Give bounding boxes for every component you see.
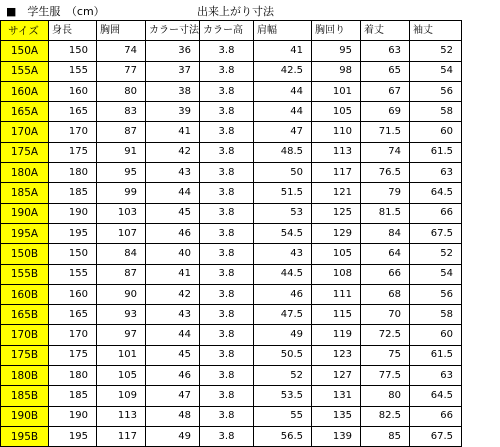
size-cell[interactable]: 180A (1, 163, 49, 183)
table-cell[interactable]: 3.8 (200, 366, 254, 386)
header-size[interactable]: サイズ (1, 21, 49, 41)
size-cell[interactable]: 160B (1, 284, 49, 304)
table-cell[interactable]: 97 (97, 325, 146, 345)
header-height[interactable]: 身長 (49, 21, 97, 41)
table-cell[interactable]: 3.8 (200, 264, 254, 284)
table-cell[interactable]: 170 (49, 122, 97, 142)
table-cell[interactable]: 160 (49, 81, 97, 101)
table-cell[interactable]: 3.8 (200, 203, 254, 223)
size-cell[interactable]: 160A (1, 81, 49, 101)
table-cell[interactable]: 3.8 (200, 122, 254, 142)
table-cell[interactable]: 121 (312, 183, 361, 203)
table-cell[interactable]: 109 (97, 386, 146, 406)
table-cell[interactable]: 60 (410, 325, 462, 345)
table-cell[interactable]: 43 (146, 163, 200, 183)
table-cell[interactable]: 47 (146, 386, 200, 406)
table-cell[interactable]: 82.5 (361, 406, 410, 426)
table-cell[interactable]: 61.5 (410, 142, 462, 162)
table-cell[interactable]: 185 (49, 183, 97, 203)
size-cell[interactable]: 155A (1, 61, 49, 81)
table-cell[interactable]: 63 (361, 41, 410, 61)
table-row (1, 244, 462, 264)
table-cell[interactable]: 56.5 (254, 426, 312, 446)
table-cell[interactable]: 74 (361, 142, 410, 162)
size-cell[interactable]: 165A (1, 102, 49, 122)
table-cell[interactable]: 44.5 (254, 264, 312, 284)
table-row (1, 102, 462, 122)
table-cell[interactable]: 175 (49, 142, 97, 162)
table-cell[interactable]: 38 (146, 81, 200, 101)
table-cell[interactable]: 101 (312, 81, 361, 101)
table-cell[interactable]: 155 (49, 264, 97, 284)
table-row (1, 183, 462, 203)
table-cell[interactable]: 77 (97, 61, 146, 81)
table-cell[interactable]: 54.5 (254, 223, 312, 243)
table-cell[interactable]: 48 (146, 406, 200, 426)
header-length[interactable]: 着丈 (361, 21, 410, 41)
table-cell[interactable]: 76.5 (361, 163, 410, 183)
table-cell[interactable]: 195 (49, 223, 97, 243)
table-cell[interactable]: 170 (49, 325, 97, 345)
table-cell[interactable]: 165 (49, 305, 97, 325)
table-row (1, 386, 462, 406)
table-cell[interactable]: 155 (49, 61, 97, 81)
table-cell[interactable]: 3.8 (200, 142, 254, 162)
table-cell[interactable]: 54 (410, 264, 462, 284)
table-cell[interactable]: 37 (146, 61, 200, 81)
table-cell[interactable]: 63 (410, 366, 462, 386)
table-row (1, 203, 462, 223)
table-row (1, 426, 462, 446)
table-cell[interactable]: 113 (97, 406, 146, 426)
header-shoulder-width[interactable]: 肩幅 (254, 21, 312, 41)
table-cell[interactable]: 93 (97, 305, 146, 325)
table-cell[interactable]: 63 (410, 163, 462, 183)
table-cell[interactable]: 42 (146, 142, 200, 162)
table-cell[interactable]: 41 (146, 122, 200, 142)
table-row (1, 61, 462, 81)
table-cell[interactable]: 81.5 (361, 203, 410, 223)
table-cell[interactable]: 160 (49, 284, 97, 304)
table-cell[interactable]: 53.5 (254, 386, 312, 406)
table-cell[interactable]: 3.8 (200, 81, 254, 101)
table-cell[interactable]: 47.5 (254, 305, 312, 325)
table-cell[interactable]: 67.5 (410, 426, 462, 446)
size-cell[interactable]: 165B (1, 305, 49, 325)
table-cell[interactable]: 139 (312, 426, 361, 446)
table-cell[interactable]: 60 (410, 122, 462, 142)
size-cell[interactable]: 170B (1, 325, 49, 345)
table-cell[interactable]: 105 (97, 366, 146, 386)
table-cell[interactable]: 44 (254, 81, 312, 101)
table-row (1, 163, 462, 183)
table-cell[interactable]: 72.5 (361, 325, 410, 345)
table-cell[interactable]: 61.5 (410, 345, 462, 365)
table-cell[interactable]: 74 (97, 41, 146, 61)
title-row (0, 0, 500, 20)
table-cell[interactable]: 3.8 (200, 41, 254, 61)
size-cell[interactable]: 185A (1, 183, 49, 203)
table-cell[interactable]: 52 (254, 366, 312, 386)
header-sleeve-length[interactable]: 袖丈 (410, 21, 462, 41)
table-cell[interactable]: 36 (146, 41, 200, 61)
table-row (1, 41, 462, 61)
table-cell[interactable]: 46 (146, 223, 200, 243)
table-cell[interactable]: 50.5 (254, 345, 312, 365)
table-cell[interactable]: 95 (97, 163, 146, 183)
table-cell[interactable]: 175 (49, 345, 97, 365)
size-cell[interactable]: 190A (1, 203, 49, 223)
table-cell[interactable]: 3.8 (200, 406, 254, 426)
table-cell[interactable]: 150 (49, 41, 97, 61)
table-cell[interactable]: 46 (254, 284, 312, 304)
table-cell[interactable]: 84 (361, 223, 410, 243)
table-cell[interactable]: 180 (49, 366, 97, 386)
table-cell[interactable]: 190 (49, 203, 97, 223)
table-cell[interactable]: 123 (312, 345, 361, 365)
table-cell[interactable]: 70 (361, 305, 410, 325)
table-cell[interactable]: 107 (97, 223, 146, 243)
table-cell[interactable]: 48.5 (254, 142, 312, 162)
table-cell[interactable]: 45 (146, 203, 200, 223)
table-cell[interactable]: 43 (254, 244, 312, 264)
table-cell[interactable]: 87 (97, 122, 146, 142)
size-table (0, 20, 462, 447)
table-cell[interactable]: 125 (312, 203, 361, 223)
table-cell[interactable]: 3.8 (200, 386, 254, 406)
table-cell[interactable]: 3.8 (200, 61, 254, 81)
table-cell[interactable]: 56 (410, 284, 462, 304)
table-cell[interactable]: 3.8 (200, 163, 254, 183)
table-cell[interactable]: 150 (49, 244, 97, 264)
table-cell[interactable]: 105 (312, 102, 361, 122)
table-cell[interactable]: 49 (254, 325, 312, 345)
table-cell[interactable]: 87 (97, 264, 146, 284)
table-cell[interactable]: 64.5 (410, 183, 462, 203)
table-cell[interactable]: 39 (146, 102, 200, 122)
table-row (1, 366, 462, 386)
table-cell[interactable]: 41 (146, 264, 200, 284)
table-cell[interactable]: 3.8 (200, 244, 254, 264)
table-cell[interactable]: 64 (361, 244, 410, 264)
table-cell[interactable]: 185 (49, 386, 97, 406)
table-cell[interactable]: 119 (312, 325, 361, 345)
table-row (1, 264, 462, 284)
table-cell[interactable]: 117 (97, 426, 146, 446)
table-cell[interactable]: 66 (410, 406, 462, 426)
table-cell[interactable]: 42 (146, 284, 200, 304)
header-chest-girth[interactable]: 胸回り (312, 21, 361, 41)
table-cell[interactable]: 67.5 (410, 223, 462, 243)
table-cell[interactable]: 3.8 (200, 183, 254, 203)
table-cell[interactable]: 98 (312, 61, 361, 81)
table-cell[interactable]: 68 (361, 284, 410, 304)
table-cell[interactable]: 65 (361, 61, 410, 81)
table-cell[interactable]: 115 (312, 305, 361, 325)
table-cell[interactable]: 54 (410, 61, 462, 81)
table-cell[interactable]: 66 (361, 264, 410, 284)
table-cell[interactable]: 44 (146, 325, 200, 345)
size-cell[interactable]: 175A (1, 142, 49, 162)
table-row (1, 345, 462, 365)
table-row (1, 142, 462, 162)
size-cell[interactable]: 150B (1, 244, 49, 264)
table-row (1, 305, 462, 325)
table-cell[interactable]: 52 (410, 244, 462, 264)
table-cell[interactable]: 46 (146, 366, 200, 386)
size-cell[interactable]: 185B (1, 386, 49, 406)
table-cell[interactable]: 52 (410, 41, 462, 61)
table-cell[interactable]: 127 (312, 366, 361, 386)
table-cell[interactable]: 77.5 (361, 366, 410, 386)
table-cell[interactable]: 50 (254, 163, 312, 183)
header-collar-height[interactable]: カラー高 (200, 21, 254, 41)
size-cell[interactable]: 170A (1, 122, 49, 142)
table-cell[interactable]: 44 (146, 183, 200, 203)
table-cell[interactable]: 105 (312, 244, 361, 264)
table-cell[interactable]: 117 (312, 163, 361, 183)
table-cell[interactable]: 83 (97, 102, 146, 122)
table-cell[interactable]: 69 (361, 102, 410, 122)
size-cell[interactable]: 195B (1, 426, 49, 446)
section-title: 出来上がり寸法 (197, 5, 274, 18)
size-cell[interactable]: 195A (1, 223, 49, 243)
table-cell[interactable]: 51.5 (254, 183, 312, 203)
table-cell[interactable]: 111 (312, 284, 361, 304)
table-row (1, 122, 462, 142)
table-cell[interactable]: 95 (312, 41, 361, 61)
table-cell[interactable]: 64.5 (410, 386, 462, 406)
table-cell[interactable]: 41 (254, 41, 312, 61)
table-cell[interactable]: 3.8 (200, 102, 254, 122)
table-cell[interactable]: 71.5 (361, 122, 410, 142)
table-cell[interactable]: 44 (254, 102, 312, 122)
size-cell[interactable]: 180B (1, 366, 49, 386)
table-row (1, 81, 462, 101)
table-cell[interactable]: 75 (361, 345, 410, 365)
table-cell[interactable]: 43 (146, 305, 200, 325)
table-cell[interactable]: 91 (97, 142, 146, 162)
size-cell[interactable]: 175B (1, 345, 49, 365)
table-cell[interactable]: 3.8 (200, 426, 254, 446)
table-row (1, 406, 462, 426)
table-row (1, 325, 462, 345)
header-row (1, 21, 462, 41)
table-cell[interactable]: 58 (410, 305, 462, 325)
table-cell[interactable]: 45 (146, 345, 200, 365)
table-cell[interactable]: 42.5 (254, 61, 312, 81)
table-cell[interactable]: 49 (146, 426, 200, 446)
table-cell[interactable]: 129 (312, 223, 361, 243)
header-chest[interactable]: 胸囲 (97, 21, 146, 41)
table-cell[interactable]: 3.8 (200, 223, 254, 243)
table-cell[interactable]: 131 (312, 386, 361, 406)
table-cell[interactable]: 79 (361, 183, 410, 203)
table-cell[interactable]: 3.8 (200, 345, 254, 365)
table-cell[interactable]: 80 (361, 386, 410, 406)
size-cell[interactable]: 190B (1, 406, 49, 426)
table-cell[interactable]: 135 (312, 406, 361, 426)
table-cell[interactable]: 103 (97, 203, 146, 223)
table-row (1, 223, 462, 243)
table-cell[interactable]: 90 (97, 284, 146, 304)
table-cell[interactable]: 67 (361, 81, 410, 101)
table-cell[interactable]: 113 (312, 142, 361, 162)
table-cell[interactable]: 47 (254, 122, 312, 142)
table-cell[interactable]: 40 (146, 244, 200, 264)
table-cell[interactable]: 56 (410, 81, 462, 101)
table-cell[interactable]: 58 (410, 102, 462, 122)
table-cell[interactable]: 55 (254, 406, 312, 426)
table-cell[interactable]: 165 (49, 102, 97, 122)
table-cell[interactable]: 84 (97, 244, 146, 264)
table-cell[interactable]: 66 (410, 203, 462, 223)
table-cell[interactable]: 3.8 (200, 305, 254, 325)
table-cell[interactable]: 80 (97, 81, 146, 101)
table-row (1, 284, 462, 304)
table-cell[interactable]: 99 (97, 183, 146, 203)
size-cell[interactable]: 155B (1, 264, 49, 284)
size-cell[interactable]: 150A (1, 41, 49, 61)
table-cell[interactable]: 190 (49, 406, 97, 426)
table-cell[interactable]: 180 (49, 163, 97, 183)
table-cell[interactable]: 3.8 (200, 325, 254, 345)
table-cell[interactable]: 101 (97, 345, 146, 365)
table-cell[interactable]: 110 (312, 122, 361, 142)
table-cell[interactable]: 53 (254, 203, 312, 223)
table-cell[interactable]: 108 (312, 264, 361, 284)
sheet-title: ■ 学生服 （cm） (6, 5, 105, 18)
header-collar-size[interactable]: カラー寸法 (146, 21, 200, 41)
table-cell[interactable]: 3.8 (200, 284, 254, 304)
table-cell[interactable]: 85 (361, 426, 410, 446)
table-cell[interactable]: 195 (49, 426, 97, 446)
